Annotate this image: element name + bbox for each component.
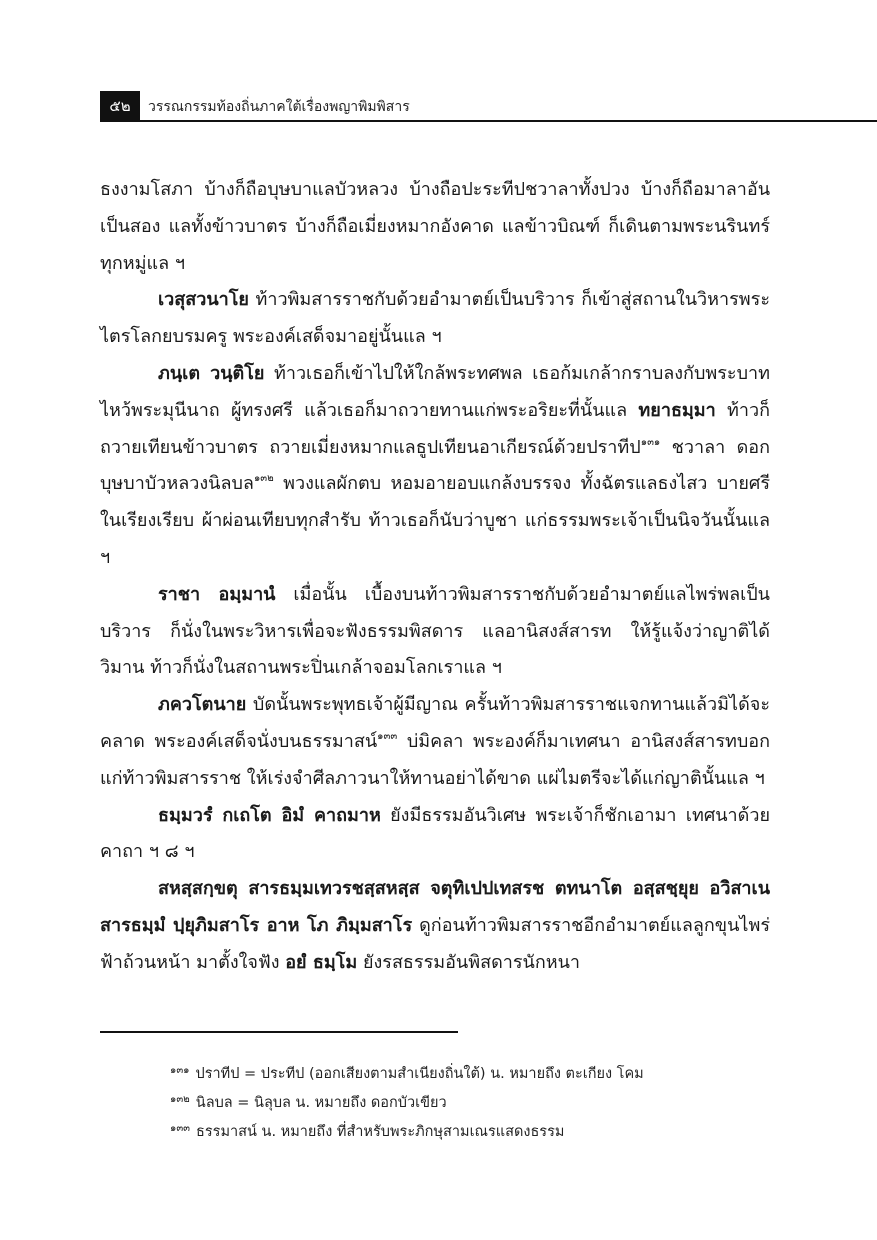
header-rule xyxy=(100,120,877,122)
paragraph-4 xyxy=(100,577,770,687)
paragraph-2 xyxy=(100,282,770,356)
paragraph-text: ท้าวเธอก็เข้าไปให้ใกล้พระทศพล เธอก้มเกล้ากราบลงกับพระบาทไหว้พระมุนีนาถ ผู้ทรงศรี แล้วเธอก็มาถวายทานแก่พระอริยะที่นั้นแล xyxy=(100,362,770,421)
pali-verse: สหสฺสกฺขตุ สารธมฺมเทวรชสฺสหสฺส จตุทิเปปเทสรช ตทนาโต อสฺสชฺยุย อวิสาเนสารธมฺมํ ปฺยุภิมสาโร อาห โภ ภิมฺมสาโร xyxy=(100,878,770,936)
running-title: วรรณกรรมท้องถิ่นภาคใต้เรื่องพญาพิมพิสาร xyxy=(148,99,410,115)
footnote-mark: ๑๓๒ xyxy=(170,1094,190,1105)
footnote-text: นิลบล = นิลุบล น. หมายถึง ดอกบัวเขียว xyxy=(195,1095,447,1111)
footnote-item xyxy=(170,1087,770,1116)
footnote-text: ปราทีป = ประทีป (ออกเสียงตามสำเนียงถิ่นใต้) น. หมายถึง ตะเกียง โคม xyxy=(195,1066,644,1082)
paragraph-text: ชวาลา ดอกบุษบาบัวหลวงนิลบล xyxy=(100,436,770,495)
pali-term: ภควโตนาย xyxy=(158,694,247,716)
paragraph-text: ยังรสธรรมอันพิสดารนักหนา xyxy=(357,951,581,973)
pali-term: ทยาธมฺมา xyxy=(638,399,716,421)
paragraph-text: เมื่อนั้น เบื้องบนท้าวพิมสารราชกับด้วยอำมาตย์แลไพร่พลเป็นบริวาร ก็นั่งในพระวิหารเพื่อจะฟังธรรมพิสดาร แลอานิสงส์สารท ให้รู้แจ้งว่าญาติได้วิมาน ท้าวก็นั่งในสถานพระปิ่นเกล้าจอมโลกเราแล ฯ xyxy=(100,583,770,679)
pali-term: ราชา อมฺมานํ xyxy=(158,583,276,605)
pali-term: เวสุสวนาโย xyxy=(158,289,249,311)
paragraph-text: พวงแลผักตบ หอมอายอบแกล้งบรรจง ทั้งฉัตรแลธงไสว บายศรีในเรียงเรียบ ผ้าผ่อนเทียบทุกสำรับ ท้าวเธอก็นับว่าบูชา แก่ธรรมพระเจ้าเป็นนิจวันนั้นแล ฯ xyxy=(100,473,770,568)
paragraph-text: บัดนั้นพระพุทธเจ้าผู้มีญาณ ครั้นท้าวพิมสารราชแจกทานแล้วมิได้จะคลาด พระองค์เสด็จนั่งบนธรรมาสน์ xyxy=(100,694,770,752)
paragraph-text: ท้าวพิมสารราชกับด้วยอำมาตย์เป็นบริวาร ก็เข้าสู่สถานในวิหารพระไตรโลกยบรมครู พระองค์เสด็จมาอยู่นั้นแล ฯ xyxy=(100,289,770,348)
footnote-rule xyxy=(100,1031,458,1033)
paragraph-6 xyxy=(100,798,770,872)
footnote-mark: ๑๓๓ xyxy=(170,1123,191,1134)
footnote-ref: ๑๓๓ xyxy=(377,730,398,742)
paragraph-3 xyxy=(100,356,770,577)
pali-term: ธมฺมวรํ กเถโต อิมํ คาถมาห xyxy=(158,804,381,826)
paragraph-1: ธงงามโสภา บ้างก็ถือบุษบาแลบัวหลวง บ้างถือปะระทีปชวาลาทั้งปวง บ้างก็ถือมาลาอันเป็นสอง แลทั้งข้าวบาตร บ้างก็ถือเมี่ยงหมากอังคาด แลข้าวบิณฑ์ ก็เดินตามพระนรินทร์ทุกหมู่แล ฯ xyxy=(100,179,770,274)
pali-term: อยํ ธมฺโม xyxy=(285,951,358,973)
footnote-item xyxy=(170,1116,770,1145)
paragraph-text: ท้าวก็ถวายเทียนข้าวบาตร ถวายเมี่ยงหมากแลธูปเทียนอาเกียรณ์ด้วยปราทีป xyxy=(100,399,770,458)
footnote-mark: ๑๓๑ xyxy=(170,1065,190,1076)
paragraph-text: บ่มิคลา พระองค์ก็มาเทศนา อานิสงส์สารทบอกแก่ท้าวพิมสารราช ให้เร่งจำศีลภาวนาให้ทานอย่าได้ขาด แผ่ไมตรีจะได้แก่ญาตินั้นแล ฯ xyxy=(100,730,770,789)
body-text xyxy=(100,172,770,982)
footnote-item xyxy=(170,1058,770,1087)
paragraph-text: ยังมีธรรมอันวิเศษ พระเจ้าก็ชักเอามา เทศนาด้วยคาถา ฯ ๘ ฯ xyxy=(100,804,770,863)
footnote-ref: ๑๓๒ xyxy=(253,473,274,485)
page-number-badge: ๕๒ xyxy=(100,91,140,121)
paragraph-7 xyxy=(100,871,770,981)
paragraph-5 xyxy=(100,687,770,797)
paragraph-text: ดูก่อนท้าวพิมสารราชอีกอำมาตย์แลลูกขุนไพร่ฟ้าถ้วนหน้า มาตั้งใจฟัง xyxy=(100,914,770,973)
footnote-ref: ๑๓๑ xyxy=(640,436,661,448)
pali-term: ภนฺเต วนฺติโย xyxy=(158,362,265,384)
footnote-text: ธรรมาสน์ น. หมายถึง ที่สำหรับพระภิกษุสามเณรแสดงธรรม xyxy=(196,1124,565,1140)
footnotes xyxy=(170,1058,770,1145)
